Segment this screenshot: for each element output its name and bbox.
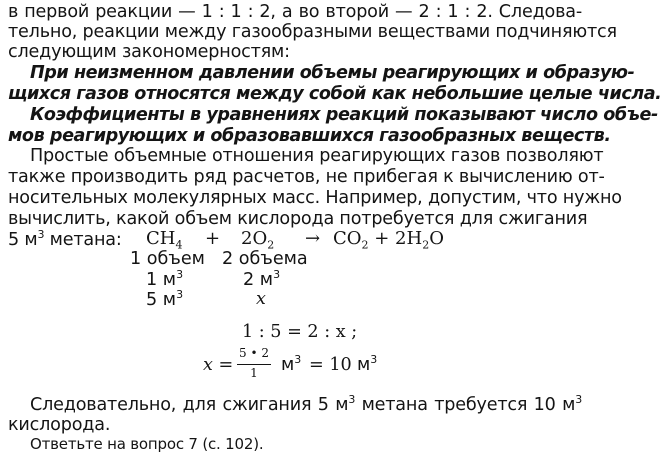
rule-line: При неизменном давлении объемы реагирующих и образую- (30, 63, 635, 83)
paragraph-line: Простые объемные отношения реагирующих газов позволяют (30, 146, 604, 166)
volume-methane-m3: 1 $м^3$ (146, 268, 184, 290)
conclusion-line: кислорода. (8, 415, 111, 435)
reaction-arrow: → (305, 228, 321, 249)
paragraph-line: носительных молекулярных масс. Например, допустим, что нужно (8, 188, 622, 208)
calc-unit-result: $м^3$ (357, 353, 378, 375)
formula-oxygen: $2O_2$ (241, 228, 275, 252)
paragraph-line: тельно, реакции между газообразными веществами подчиняются (8, 22, 617, 42)
unknown-oxygen: x (256, 289, 266, 309)
paragraph-line: следующим закономерностям: (8, 42, 290, 62)
calc-unit: $м^3$ (281, 353, 302, 375)
question-reference: Ответьте на вопрос 7 (с. 102). (30, 435, 264, 453)
conclusion-line: Следовательно, для сжигания 5 $м^3$ метана требуется 10 $м^3$ (30, 393, 582, 415)
fraction-bar (237, 364, 271, 365)
fraction-numerator: 5 • 2 (239, 346, 269, 360)
rule-line: Коэффициенты в уравнениях реакций показывают число объе- (30, 105, 658, 125)
rule-line: щихся газов относятся между собой как небольшие целые числа. (8, 84, 661, 104)
calc-x: x = (203, 355, 234, 375)
paragraph-line: 5 $м^3$ метана: (8, 228, 122, 250)
paragraph-line: вычислить, какой объем кислорода потребуется для сжигания (8, 209, 588, 229)
volume-oxygen: 2 объема (222, 249, 308, 269)
paragraph-line: также производить ряд расчетов, не прибегая к вычислению от- (8, 167, 605, 187)
volume-oxygen-m3: 2 $м^3$ (243, 268, 281, 290)
proportion: 1 : 5 = 2 : x ; (242, 322, 358, 342)
plus-sign: + (205, 228, 221, 249)
given-methane: 5 $м^3$ (146, 288, 184, 310)
paragraph-line: в первой реакции — 1 : 1 : 2, а во второй — 2 : 1 : 2. Следова- (8, 2, 582, 22)
rule-line: мов реагирующих и образовавшихся газообразных веществ. (8, 126, 611, 146)
volume-methane: 1 объем (130, 249, 205, 269)
formula-products: $CO_2 + 2H_2O$ (333, 228, 444, 252)
fraction-denominator: 1 (250, 366, 258, 380)
calc-result: = 10 (309, 355, 352, 375)
formula-methane: $CH_4$ (146, 228, 183, 252)
